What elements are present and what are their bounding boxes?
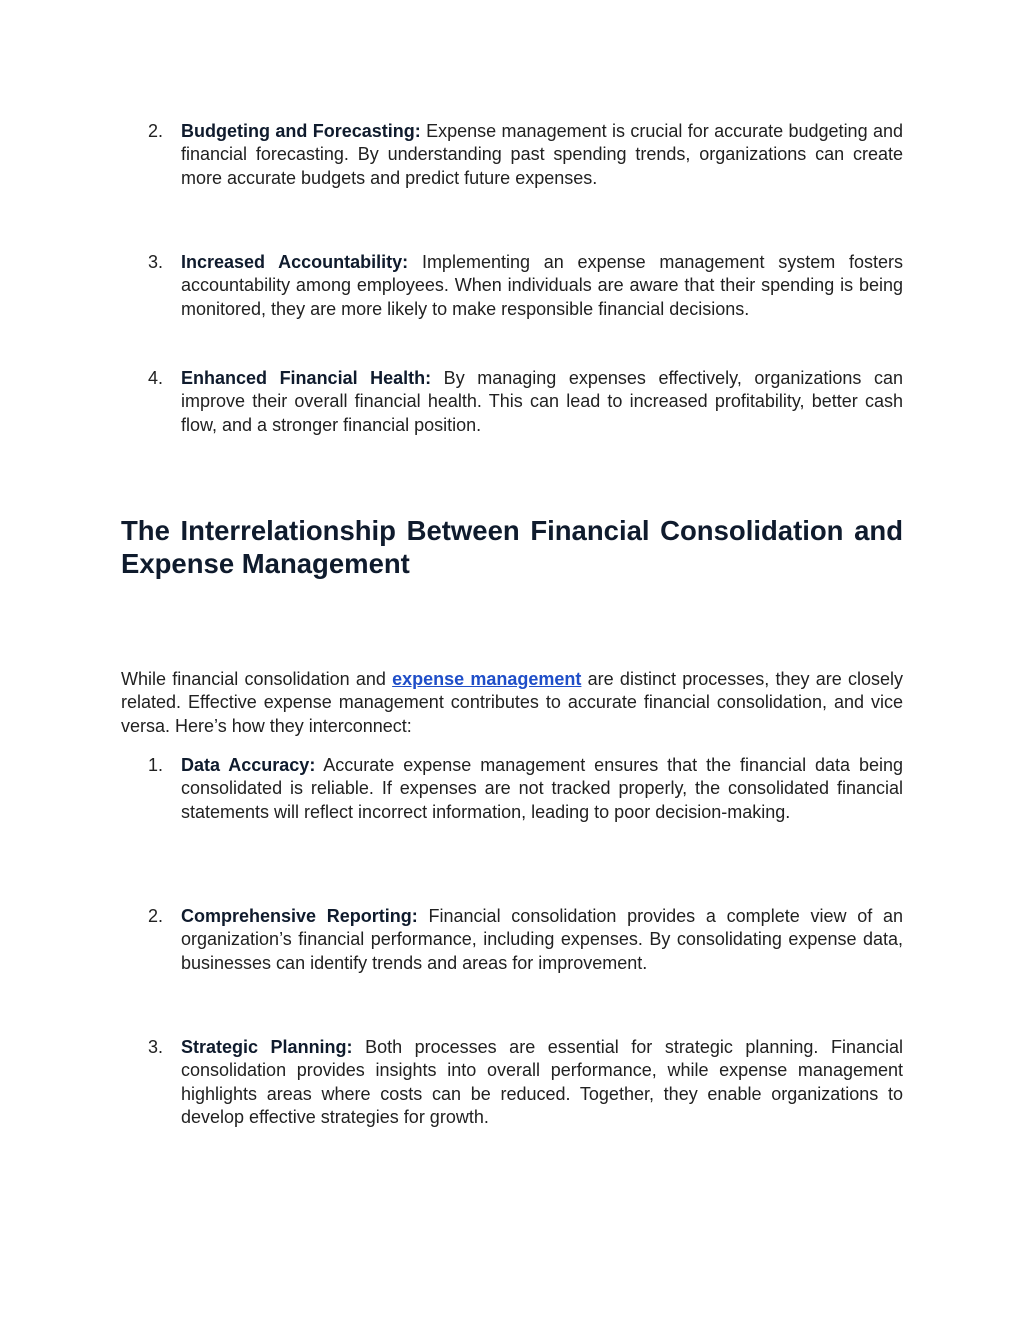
list-item-term: Enhanced Financial Health:: [181, 368, 432, 388]
expense-management-link[interactable]: expense management: [392, 669, 582, 689]
list-item-term: Data Accuracy:: [181, 755, 316, 775]
list-item-body: [181, 754, 903, 824]
list-item-body: [181, 120, 903, 190]
list-item-data-accuracy: [148, 754, 903, 824]
list-item-term: Strategic Planning:: [181, 1037, 353, 1057]
section-heading: The Interrelationship Between Financial Consolidation and Expense Management: [121, 514, 903, 579]
list-item-enhanced-financial-health: [148, 367, 903, 437]
list-item-term: Comprehensive Reporting:: [181, 906, 418, 926]
list-item-text: Financial consolidation provides a complete view of an organization’s financial performance, including expenses. By consolidating expense data, businesses can identify trends and areas for improvement.: [181, 906, 903, 973]
intro-text-before: While financial consolidation and: [121, 669, 393, 689]
list-item-budgeting-forecasting: [148, 120, 903, 190]
list-item-body: [181, 367, 903, 437]
section-intro-paragraph: [121, 668, 903, 738]
list-item-text: Implementing an expense management system fosters accountability among employees. When individuals are aware that their spending is being monitored, they are more likely to make responsible financial decisions.: [181, 252, 904, 319]
list-item-number: 2.: [148, 121, 164, 141]
list-item-comprehensive-reporting: [148, 905, 903, 975]
list-item-text: By managing expenses effectively, organizations can improve their overall financial health. This can lead to increased profitability, better cash flow, and a stronger financial position.: [181, 368, 903, 435]
list-item-text: Expense management is crucial for accurate budgeting and financial forecasting. By understanding past spending trends, organizations can create more accurate budgets and predict future expenses.: [181, 121, 903, 188]
list-item-body: [181, 905, 903, 975]
intro-text-after: are distinct processes, they are closely related. Effective expense management contributes to accurate financial consolidation, and vice versa. Here’s how they interconnect:: [121, 669, 903, 736]
list-item-increased-accountability: [148, 251, 903, 321]
list-item-number: 1.: [148, 755, 164, 775]
list-item-number: 2.: [148, 906, 164, 926]
list-item-number: 3.: [148, 252, 164, 272]
list-item-body: [181, 251, 903, 321]
list-item-number: 3.: [148, 1037, 164, 1057]
list-item-text: Accurate expense management ensures that the financial data being consolidated is reliable. If expenses are not tracked properly, the consolidated financial statements will reflect incorrect information, leading to poor decision-making.: [181, 755, 903, 822]
list-item-number: 4.: [148, 368, 164, 388]
list-item-term: Increased Accountability:: [181, 252, 409, 272]
list-item-body: [181, 1036, 903, 1129]
list-item-strategic-planning: [148, 1036, 903, 1129]
list-item-text: Both processes are essential for strategic planning. Financial consolidation provides insights into overall performance, while expense management highlights areas where costs can be reduced. Together, they enable organizations to develop effective strategies for growth.: [181, 1037, 903, 1127]
list-item-term: Budgeting and Forecasting:: [181, 121, 421, 141]
